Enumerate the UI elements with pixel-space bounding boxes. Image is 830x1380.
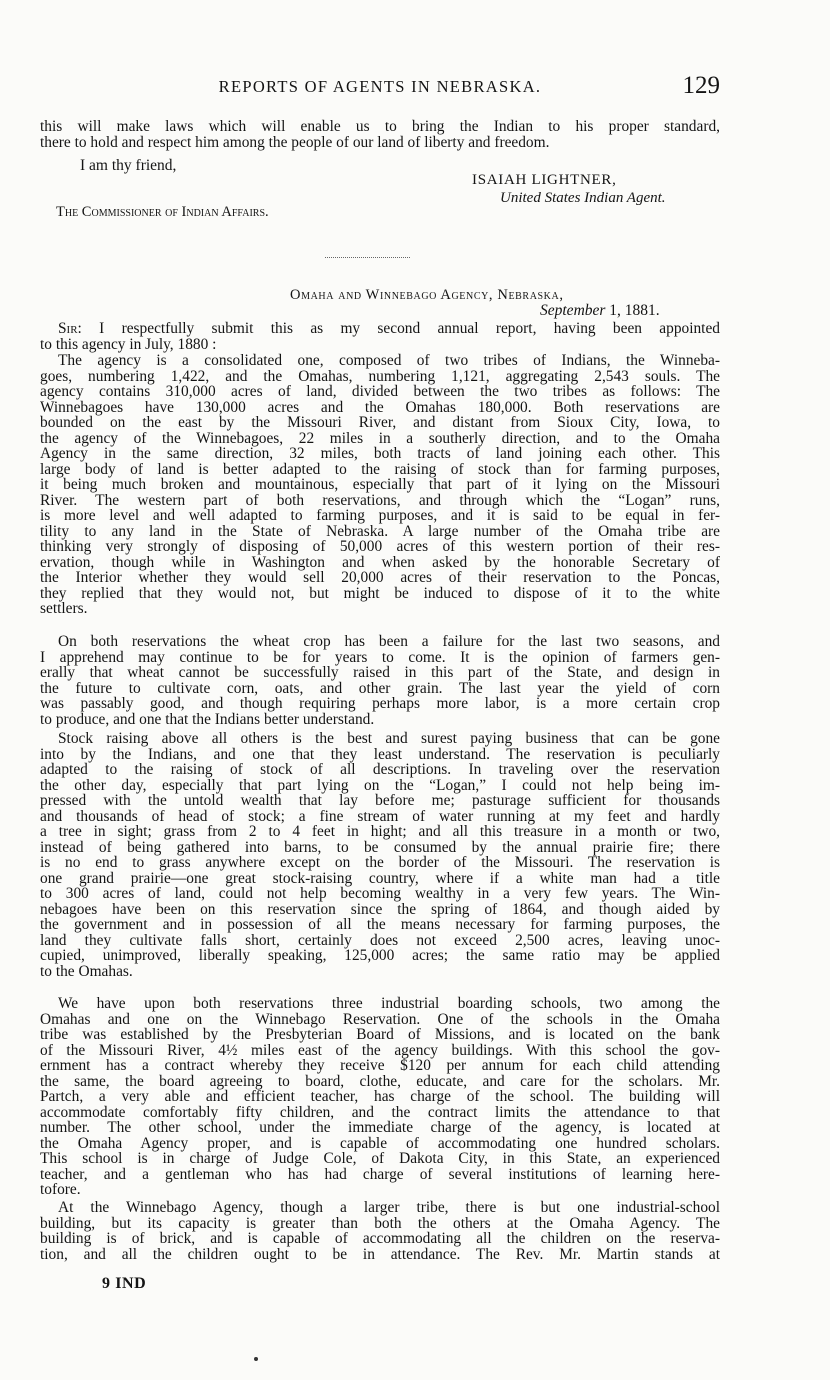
text-line: to 300 acres of land, could not help becoming wealthy in a very few years. The Win- (40, 885, 720, 902)
text-line (40, 321, 720, 337)
text-line: erally that wheat cannot be successfully raised in this part of the State, and design in (40, 664, 720, 681)
text-line: ervation, though while in Washington and when asked by the honorable Secretary of (40, 553, 720, 571)
text-line: was passably good, and though requiring perhaps more labor, is a more certain crop (40, 695, 720, 712)
page-number: 129 (682, 72, 720, 99)
text-line: building is of brick, and is capable of accommodating all the children on the reserva- (40, 1230, 720, 1247)
text-line: cupied, unimproved, liberally speaking, 125,000 acres; the same ratio may be applied (40, 947, 720, 964)
text-line: Stock raising above all others is the best and surest paying business that can be gone (58, 730, 720, 747)
closing-line: I am thy friend, (80, 157, 177, 174)
text-line: tion, and all the children ought to be in attendance. The Rev. Mr. Martin stands at (40, 1245, 720, 1263)
text-line: tribe was established by the Presbyterian Board of Missions, and is located on the bank (40, 1026, 720, 1043)
text-line: the same, the board agreeing to board, clothe, educate, and care for the scholars. Mr. (40, 1072, 720, 1090)
text-line: they replied that they would not, but might be induced to dispose of it to the white (40, 584, 720, 602)
report-date-month: September (540, 302, 606, 319)
text-line: number. The other school, under the immediate charge of the agency, is located at (40, 1119, 720, 1136)
signer-title: United States Indian Agent. (500, 190, 666, 206)
text-line: the Omaha Agency proper, and is capable of accommodating one hundred scholars. (40, 1134, 720, 1152)
report-date: September 1, 1881. (540, 302, 660, 319)
running-title: REPORTS OF AGENTS IN NEBRASKA. (218, 77, 542, 96)
text-line: one grand prairie—one great stock-raising country, where if a white man had a title (40, 869, 720, 887)
text-line: accommodate comfortably fifty children, and the contract limits the attendance to that (40, 1103, 720, 1121)
print-speck (254, 1357, 258, 1361)
text-line: to this agency in July, 1880 : (40, 335, 217, 353)
text-line: tility to any land in the State of Nebraska. A large number of the Omaha tribe are (40, 522, 720, 540)
salutation-text: I respectfully submit this as my second annual report, having been appointed (99, 320, 720, 337)
text-line: pressed with the untold wealth that lay before me; pasturage sufficient for thousands (40, 792, 720, 809)
paragraph-schools (40, 996, 720, 1198)
text-line: thinking very strongly of disposing of 50,000 acres of this western portion of their res- (40, 538, 720, 555)
text-line: nebagoes have been on this reservation since the spring of 1864, and though aided by (40, 900, 720, 918)
text-line: bounded on the east by the Missouri River, and distant from Sioux City, Iowa, to (40, 414, 720, 431)
text-line: to the Omahas. (40, 962, 133, 980)
text-line: River. The western part of both reservations, and through which the “Logan” runs, (40, 491, 720, 509)
text-line: Winnebagoes have 130,000 acres and the Omahas 180,000. Both reservations are (40, 398, 720, 416)
signer-name: ISAIAH LIGHTNER, (472, 172, 617, 188)
text-line: instead of being gathered into barns, to be consumed by the annual prairie fire; there (40, 838, 720, 856)
text-line: adapted to the raising of stock of all descriptions. In traveling over the reservation (40, 761, 720, 778)
text-line: tofore. (40, 1181, 81, 1198)
section-divider (325, 257, 410, 258)
paragraph-stock-raising (40, 731, 720, 979)
text-line: a tree in sight; grass from 2 to 4 feet in hight; and all this treasure in a month or two, (40, 823, 720, 840)
paragraph-wheat-crop (40, 634, 720, 727)
text-line: settlers. (40, 600, 88, 617)
text-line: and thousands of head of stock; a fine stream of water running at my feet and hardly (40, 807, 720, 825)
text-line: We have upon both reservations three industrial boarding schools, two among the (58, 995, 720, 1012)
text-line: there to hold and respect him among the people of our land of liberty and freedom. (40, 133, 550, 151)
text-line: On both reservations the wheat crop has been a failure for the last two seasons, and (58, 633, 720, 650)
text-line: teacher, and a gentleman who has had charge of several institutions of learning here- (40, 1165, 720, 1183)
text-line: The agency is a consolidated one, composed of two tribes of Indians, the Winneba- (58, 352, 720, 369)
paragraph-agency-lands (40, 353, 720, 617)
text-line: of the Missouri River, 4½ miles east of the agency buildings. With this school the gov- (40, 1041, 720, 1059)
addressee: The Commissioner of Indian Affairs. (56, 204, 269, 220)
text-line: Agency in the same direction, 32 miles, both tracts of land joining each other. This (40, 445, 720, 462)
running-head (40, 72, 720, 101)
text-line: to produce, and one that the Indians better understand. (40, 710, 375, 728)
text-line: Partch, a very able and efficient teacher, has charge of the school. The building will (40, 1088, 720, 1105)
text-line: the agency of the Winnebagoes, 22 miles in a southerly direction, and to the Omaha (40, 429, 720, 447)
text-line: is more level and well adapted to farming purposes, and it is said to be equal in fer- (40, 507, 720, 524)
text-line: agency contains 310,000 acres of land, divided between the two tribes as follows: The (40, 383, 720, 400)
text-line: the Interior whether they would sell 20,000 acres of their reservation to the Poncas, (40, 569, 720, 586)
text-line: it being much broken and mountainous, especially that part of it lying on the Missouri (40, 476, 720, 493)
text-line: large body of land is better adapted to the raising of stock than for farming purposes, (40, 460, 720, 478)
salutation: Sir: (58, 320, 82, 337)
text-line: into by the Indians, and one that they least understand. The reservation is peculiarly (40, 745, 720, 763)
text-line: the other day, especially that part lying on the “Logan,” I could not help being im- (40, 776, 720, 794)
paragraph-winnebago-school (40, 1200, 720, 1262)
previous-letter-ending (40, 119, 720, 150)
signature-mark: 9 IND (102, 1275, 147, 1292)
text-line: This school is in charge of Judge Cole, of Dakota City, in this State, an experienced (40, 1150, 720, 1167)
text-line: this will make laws which will enable us to bring the Indian to his proper standard, (40, 118, 720, 135)
agency-heading: Omaha and Winnebago Agency, Nebraska, (290, 287, 564, 303)
paragraph-salutation (40, 321, 720, 352)
text-line: At the Winnebago Agency, though a larger tribe, there is but one industrial-school (58, 1199, 720, 1216)
text-line: Omahas and one on the Winnebago Reservation. One of the schools in the Omaha (40, 1010, 720, 1028)
text-line: the future to cultivate corn, oats, and other grain. The last year the yield of corn (40, 679, 720, 697)
text-line: I apprehend may continue to be for years to come. It is the opinion of farmers gen- (40, 648, 720, 666)
text-line: ernment has a contract whereby they receive $120 per annum for each child attending (40, 1057, 720, 1074)
text-line: land they cultivate falls short, certainly does not exceed 2,500 acres, leaving unoc- (40, 931, 720, 949)
text-line: the government and in possession of all the means necessary for farming purposes, the (40, 916, 720, 933)
text-line: is no end to grass anywhere except on the border of the Missouri. The reservation is (40, 854, 720, 871)
text-line: goes, numbering 1,422, and the Omahas, numbering 1,121, aggregating 2,543 souls. The (40, 367, 720, 385)
text-line: building, but its capacity is greater than both the others at the Omaha Agency. The (40, 1214, 720, 1232)
